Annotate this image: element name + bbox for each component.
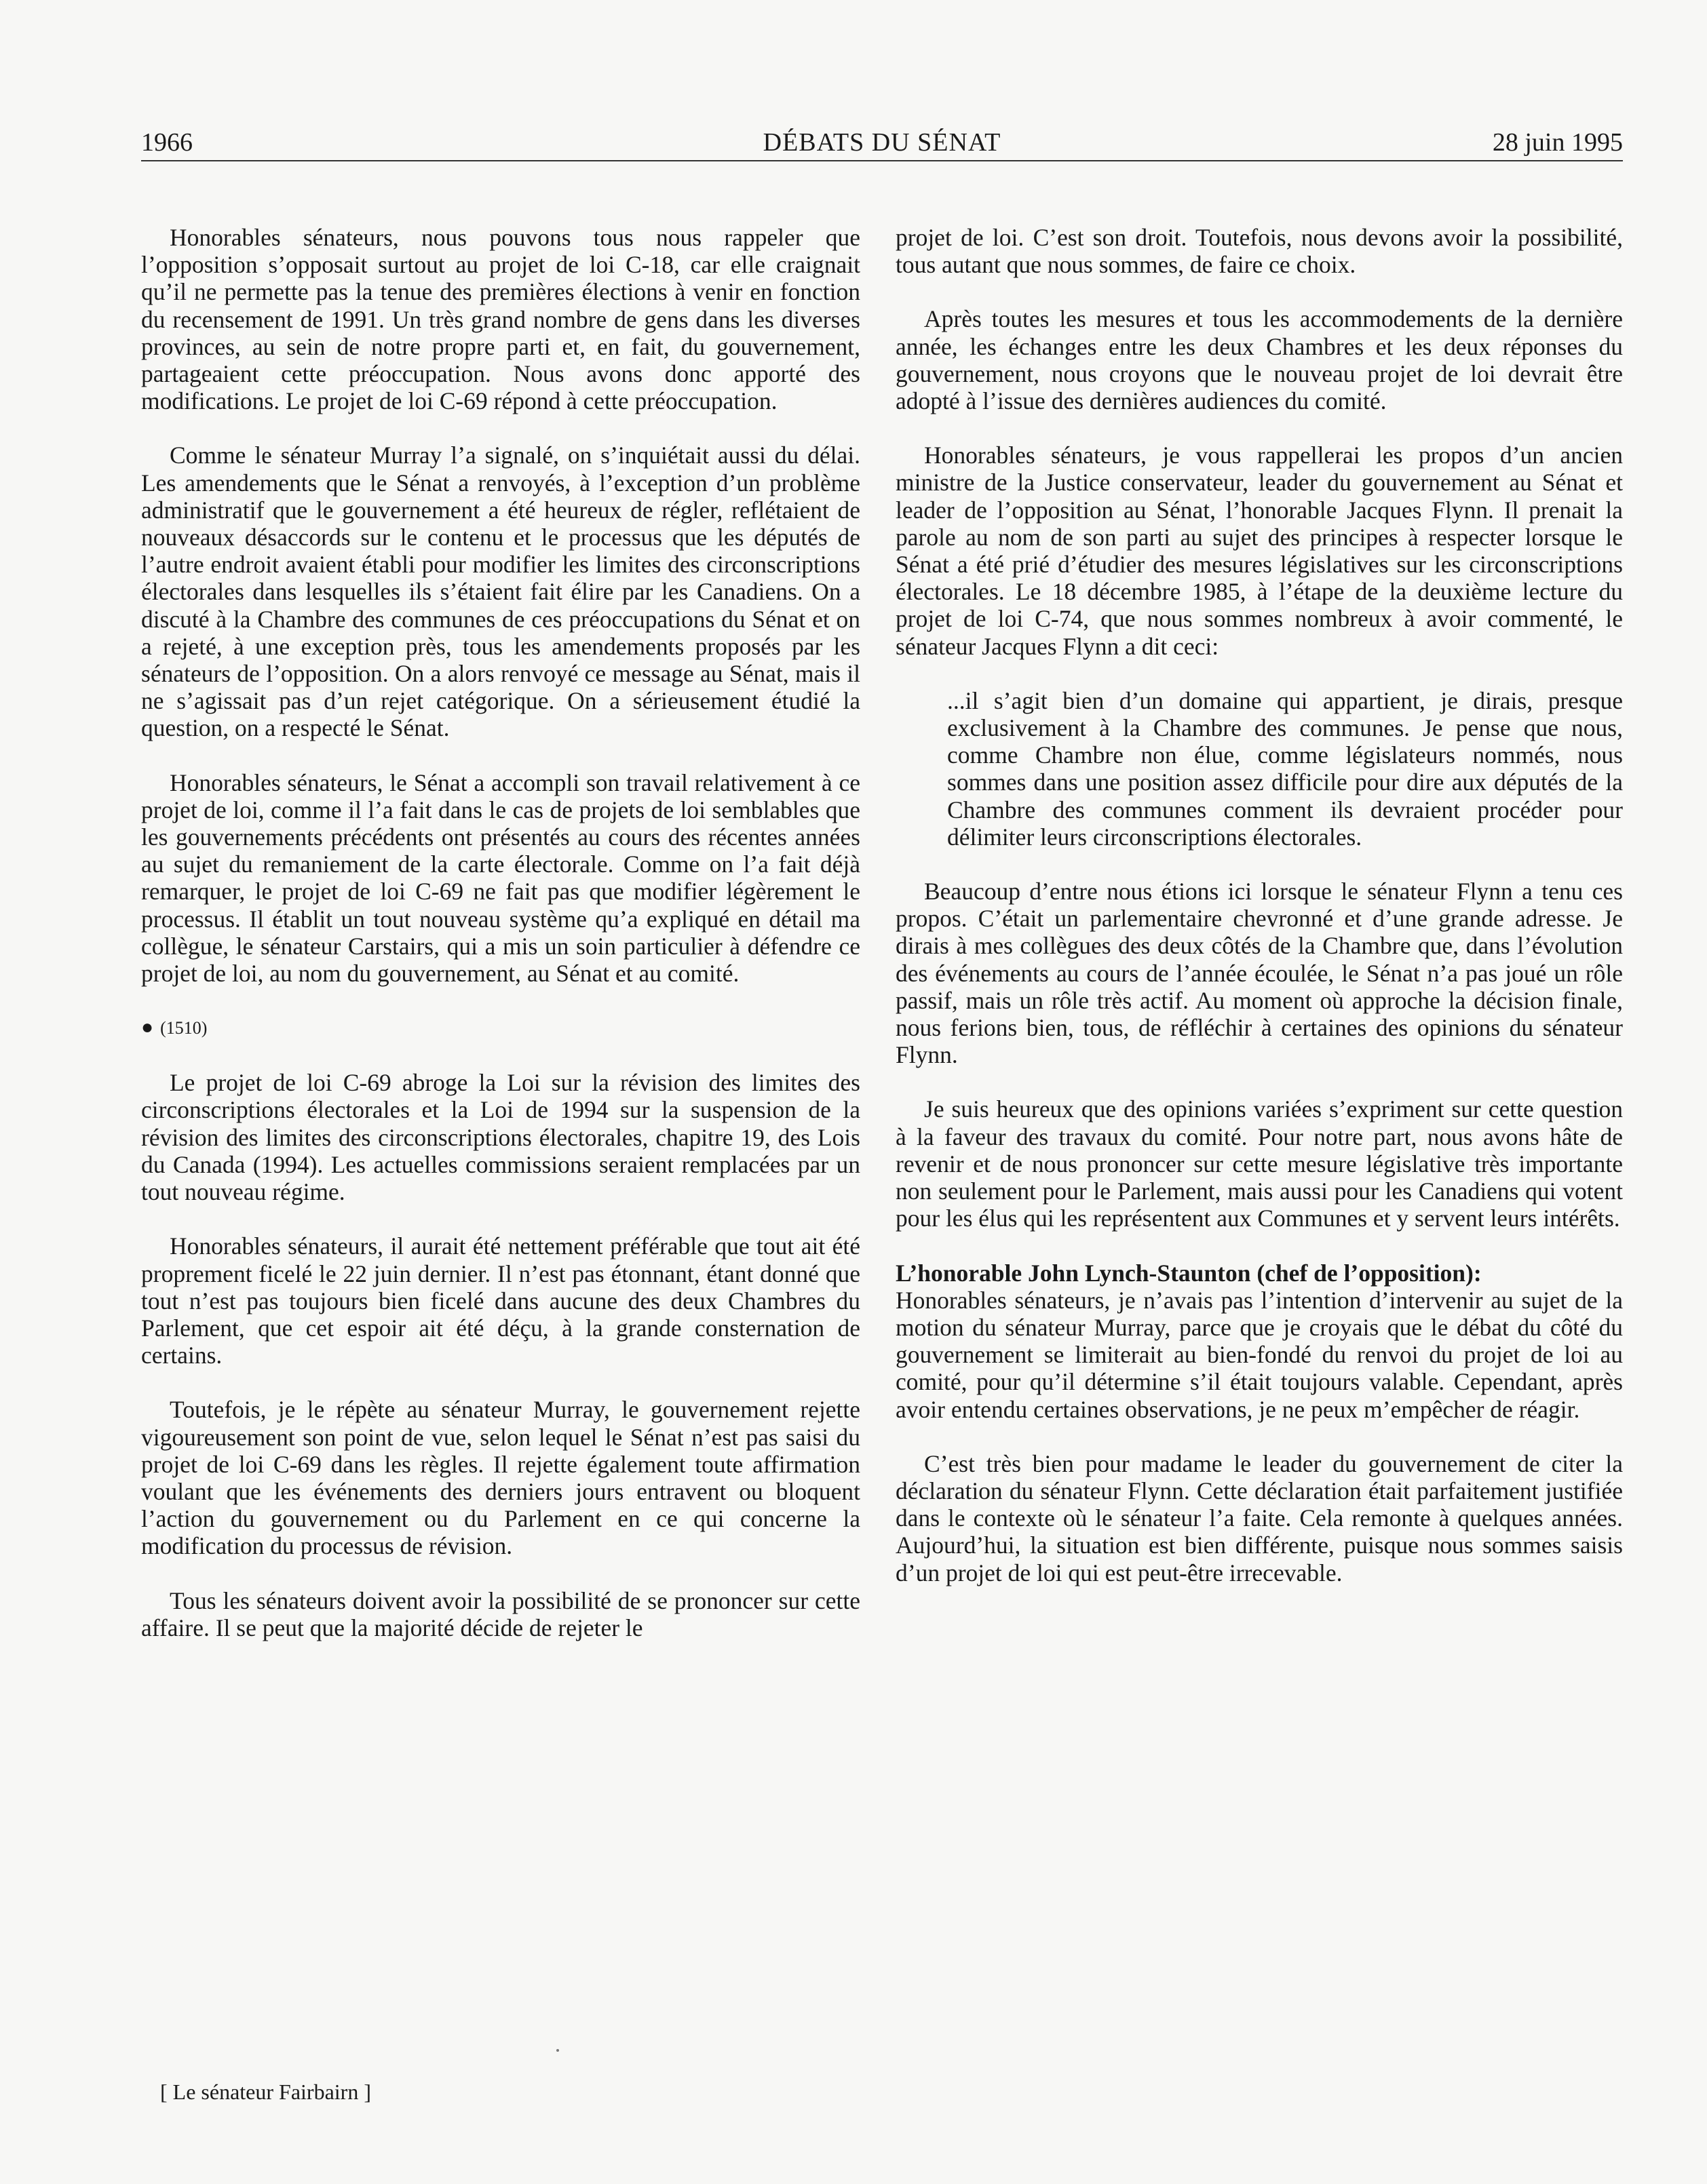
page-footer: [ Le sénateur Fairbairn ] [160, 2080, 371, 2104]
publication-date: 28 juin 1995 [1492, 128, 1623, 157]
paragraph: Honorables sénateurs, je vous rappellerai les propos d’un ancien ministre de la Justice conservateur, leader du gouvernement au Sénat et leader de l’opposition au Sénat, l’honorable Jacques Flynn. Il prenait la parole au nom de son parti au sujet des principes à respecter lorsque le Sénat a été prié d’étudier des mesures législatives sur les circonscriptions électorales. Le 18 décembre 1985, à l’étape de la deuxième lecture du projet de loi C-74, que nous sommes nombreux à avoir commenté, le sénateur Jacques Flynn a dit ceci: [896, 442, 1623, 660]
page-header [141, 126, 1623, 161]
left-column [141, 224, 860, 1669]
paragraph: projet de loi. C’est son droit. Toutefois, nous devons avoir la possibilité, tous autant que nous sommes, de faire ce choix. [896, 224, 1623, 279]
quotation: ...il s’agit bien d’un domaine qui appartient, je dirais, presque exclusivement à la Chambre des communes. Je pense que nous, comme Chambre non élue, comme législateurs nommés, nous sommes dans une position assez difficile pour dire aux députés de la Chambre des communes comment ils devraient procéder pour délimiter leurs circonscriptions électorales. [947, 686, 1623, 851]
bullet-icon: ● [141, 1016, 154, 1039]
paragraph: Le projet de loi C-69 abroge la Loi sur la révision des limites des circonscriptions électorales et la Loi de 1994 sur la suspension de la révision des limites des circonscriptions électorales, chapitre 19, des Lois du Canada (1994). Les actuelles commissions seraient remplacées par un tout nouveau régime. [141, 1069, 860, 1206]
publication-title: DÉBATS DU SÉNAT [763, 128, 1001, 157]
paragraph: Honorables sénateurs, le Sénat a accompli son travail relativement à ce projet de loi, comme il l’a fait dans le cas de projets de loi semblables que les gouvernements précédents ont présentés au cours des récentes années au sujet du remaniement de la carte électorale. Comme on l’a fait déjà remarquer, le projet de loi C-69 ne fait pas que modifier légèrement le processus. Il établit un tout nouveau système qu’a expliqué en détail ma collègue, le sénateur Carstairs, qui a mis un soin particulier à défendre ce projet de loi, au nom du gouvernement, au Sénat et au comité. [141, 768, 860, 988]
paragraph: C’est très bien pour madame le leader du gouvernement de citer la déclaration du sénateur Flynn. Cette déclaration était parfaitement justifiée dans le contexte où le sénateur l’a faite. Cela remonte à quelques années. Aujourd’hui, la situation est bien différente, puisque nous sommes saisis d’un projet de loi qui est peut-être irrecevable. [896, 1449, 1623, 1586]
paragraph: Honorables sénateurs, nous pouvons tous nous rappeler que l’opposition s’opposait surtout au projet de loi C-18, car elle craignait qu’il ne permette pas la tenue des premières élections à venir en fonction du recensement de 1991. Un très grand nombre de gens dans les diverses provinces, au sein de notre propre parti et, en fait, du gouvernement, partageaient cette préoccupation. Nous avons donc apporté des modifications. Le projet de loi C-69 répond à cette préoccupation. [141, 224, 860, 415]
paragraph: Honorables sénateurs, je n’avais pas l’intention d’intervenir au sujet de la motion du sénateur Murray, parce que je croyais que le débat du côté du gouvernement se limiterait au bien-fondé du renvoi du projet de loi au comité, pour qu’il détermine s’il était toujours valable. Cependant, après avoir entendu certaines observations, je ne peux m’empêcher de réagir. [896, 1286, 1623, 1423]
paragraph: Toutefois, je le répète au sénateur Murray, le gouvernement rejette vigoureusement son point de vue, selon lequel le Sénat n’est pas saisi du projet de loi C-69 dans les règles. Il rejette également toute affirmation voulant que les événements des derniers jours entravent ou bloquent l’action du gouvernement ou du Parlement en ce qui concerne la modification du processus de révision. [141, 1396, 860, 1560]
right-column [896, 224, 1623, 1614]
page-number: 1966 [141, 128, 193, 157]
scan-speck [556, 2049, 559, 2052]
time-marker-label: (1510) [160, 1018, 208, 1038]
speaker-name: L’honorable John Lynch-Staunton (chef de l’opposition): [896, 1259, 1482, 1287]
paragraph: Tous les sénateurs doivent avoir la possibilité de se prononcer sur cette affaire. Il se peut que la majorité décide de rejeter le [141, 1586, 860, 1641]
paragraph: Beaucoup d’entre nous étions ici lorsque le sénateur Flynn a tenu ces propos. C’était un parlementaire chevronné et d’une grande adresse. Je dirais à mes collègues des deux côtés de la Chambre que, dans l’évolution des événements au cours de l’année écoulée, le Sénat n’a pas joué un rôle passif, mais un rôle très actif. Au moment où approche la décision finale, nous ferions bien, tous, de réfléchir à certaines des opinions du sénateur Flynn. [896, 878, 1623, 1069]
speaker-paragraph [896, 1260, 1623, 1287]
paragraph: Après toutes les mesures et tous les accommodements de la dernière année, les échanges entre les deux Chambres et les deux réponses du gouvernement, nous croyons que le nouveau projet de loi devrait être adopté à l’issue des dernières audiences du comité. [896, 305, 1623, 415]
time-marker [141, 1014, 860, 1042]
paragraph: Comme le sénateur Murray l’a signalé, on s’inquiétait aussi du délai. Les amendements que le Sénat a renvoyés, à l’exception d’un problème administratif que le gouvernement a été heureux de régler, reflétaient de nouveaux désaccords sur le contenu et le processus que les députés de l’autre endroit avaient établi pour modifier les limites des circonscriptions électorales dans lesquelles ils s’étaient fait élire par les Canadiens. On a discuté à la Chambre des communes de ces préoccupations du Sénat et on a rejeté, à une exception près, tous les amendements proposés par les sénateurs de l’opposition. On a alors renvoyé ce message au Sénat, mais il ne s’agissait pas d’un rejet catégorique. On a sérieusement étudié la question, on a respecté le Sénat. [141, 442, 860, 742]
paragraph: Honorables sénateurs, il aurait été nettement préférable que tout ait été proprement ficelé le 22 juin dernier. Il n’est pas étonnant, étant donné que tout n’est pas toujours bien ficelé dans aucune des deux Chambres du Parlement, que cet espoir ait été déçu, à la grande consternation de certains. [141, 1232, 860, 1369]
paragraph: Je suis heureux que des opinions variées s’expriment sur cette question à la faveur des travaux du comité. Pour notre part, nous avons hâte de revenir et de nous prononcer sur cette mesure législative très importante non seulement pour le Parlement, mais aussi pour les Canadiens qui votent pour les élus qui les représentent aux Communes et y servent leurs intérêts. [896, 1095, 1623, 1232]
